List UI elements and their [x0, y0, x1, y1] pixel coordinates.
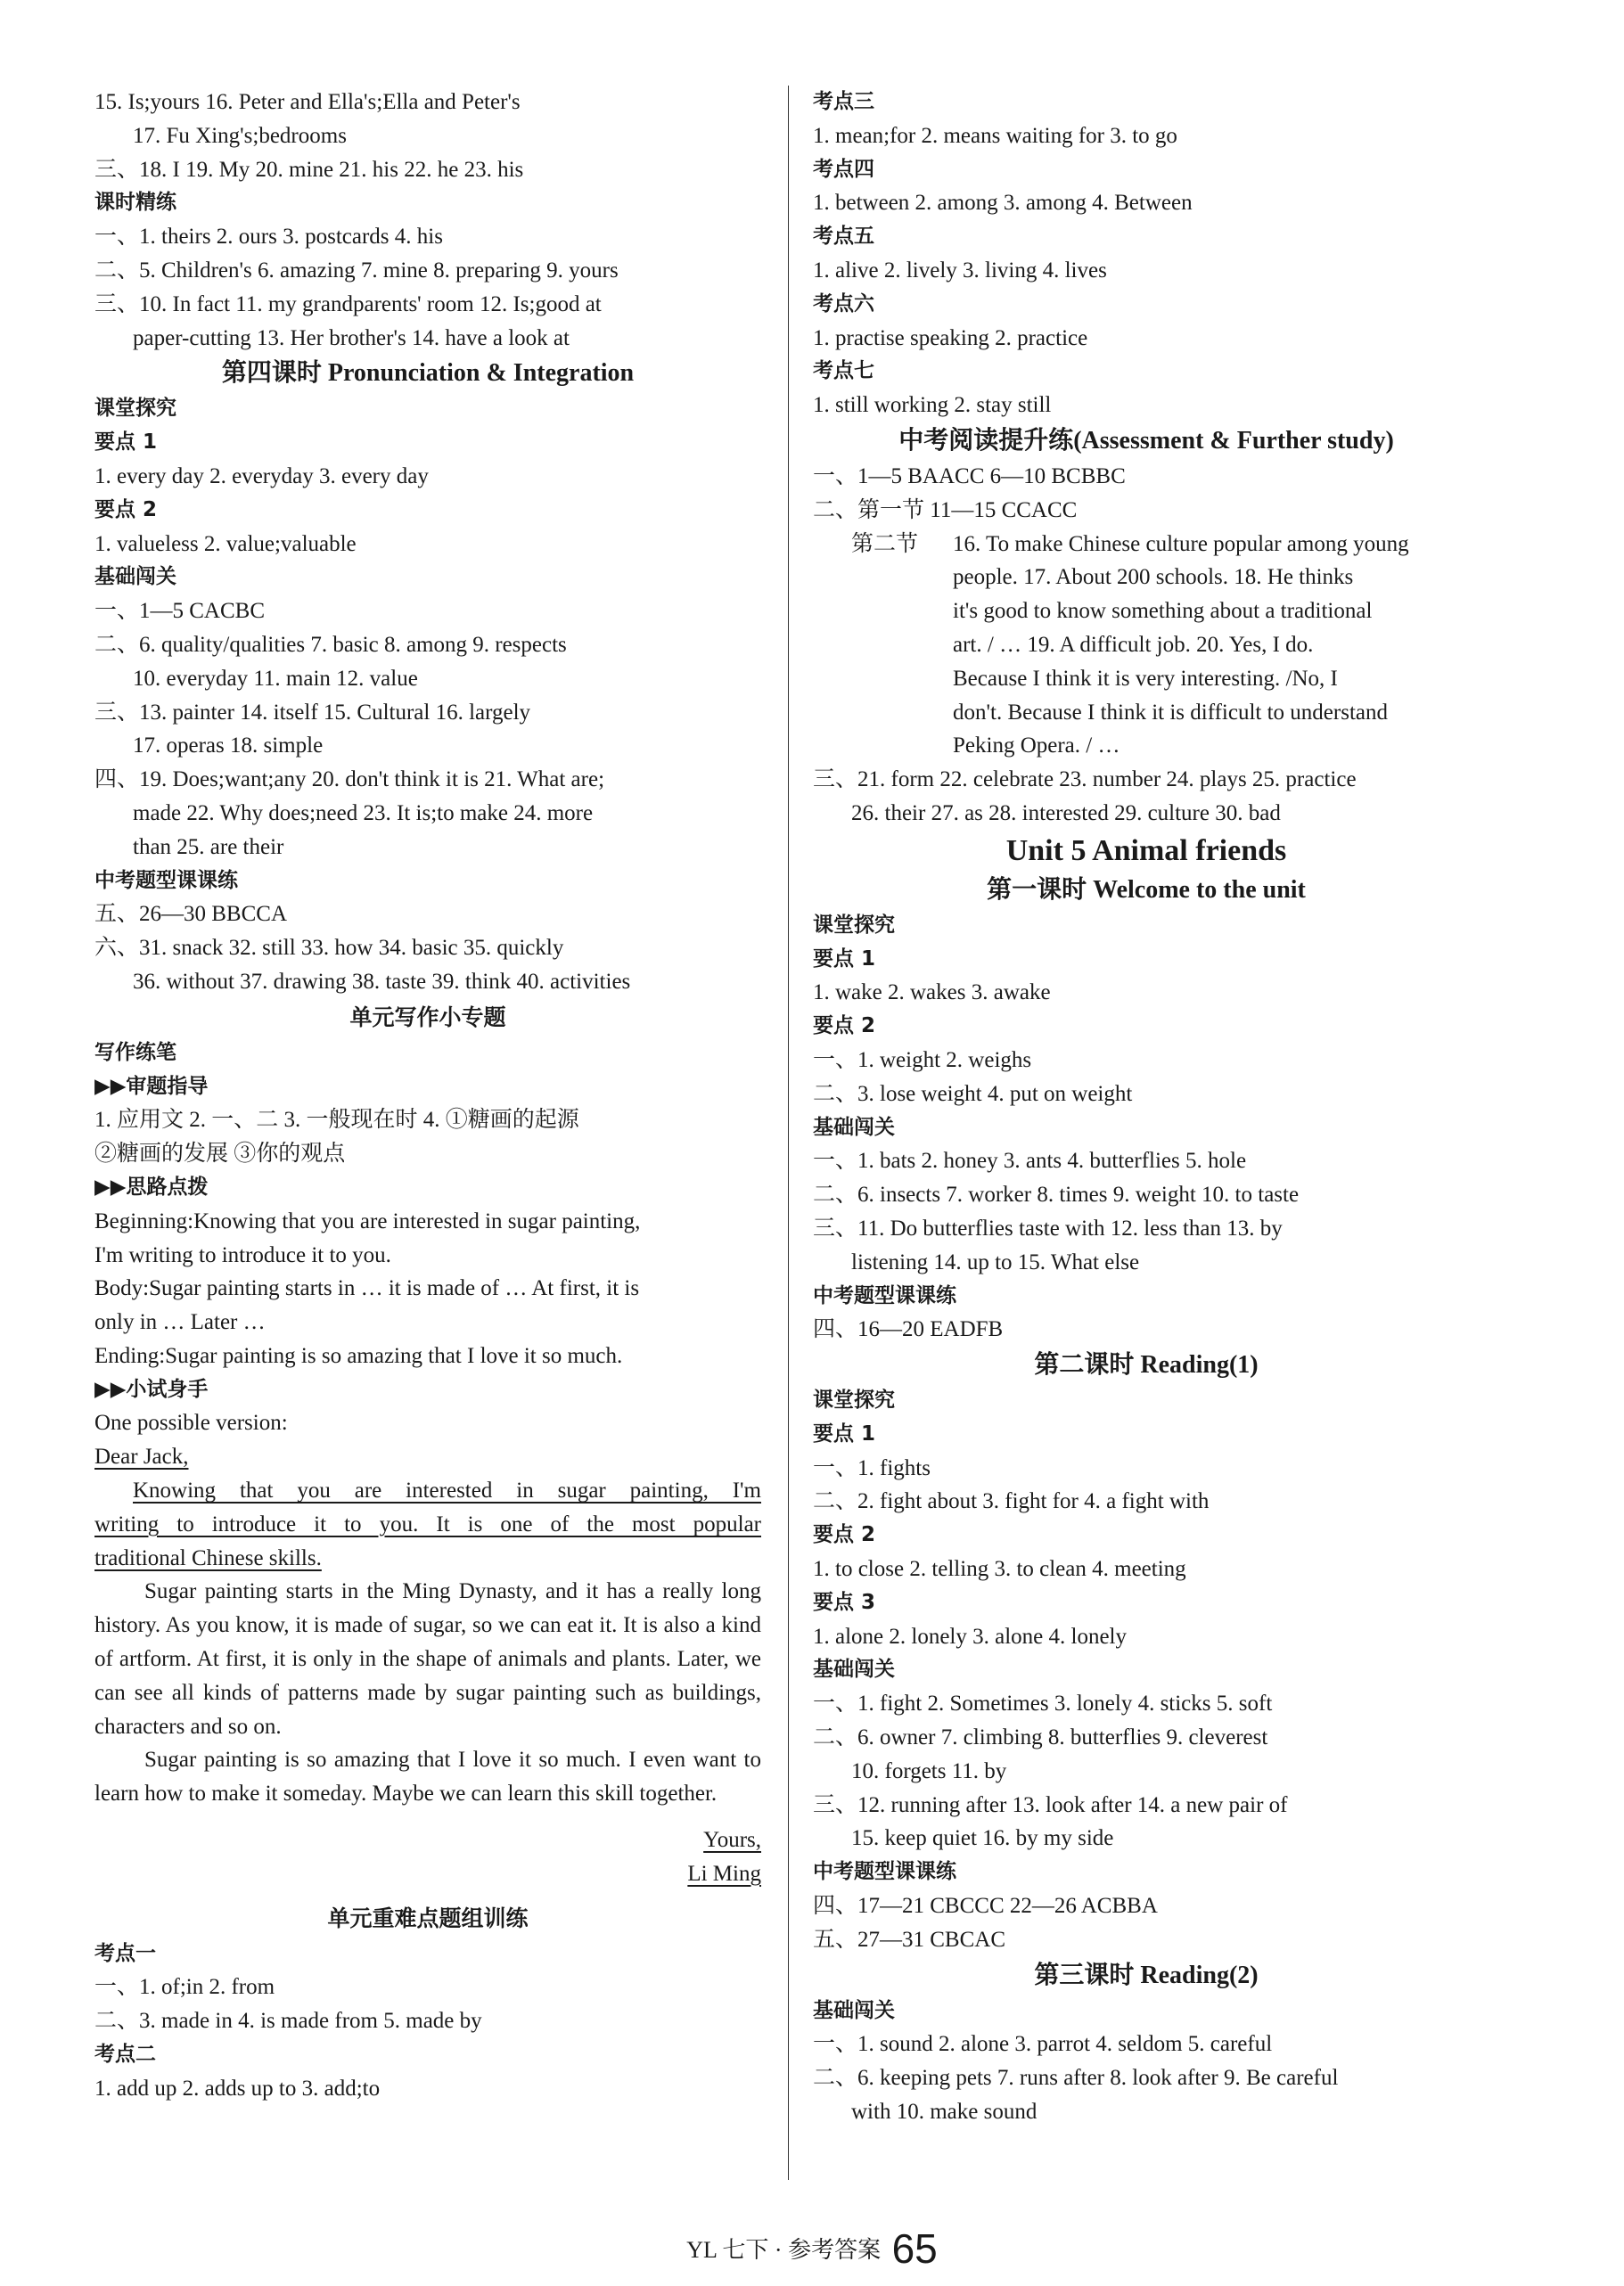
- section-label: 课时精练: [94, 191, 176, 215]
- point-label: 要点 1: [94, 430, 158, 455]
- answer-line: it's good to know something about a traditional: [953, 599, 1373, 624]
- answer-line: with 10. make sound: [851, 2100, 1038, 2125]
- exam-point-label: 考点五: [813, 225, 874, 249]
- answer-line: 三、11. Do butterflies taste with 12. less than 13. by: [813, 1216, 1283, 1241]
- answer-line: 10. everyday 11. main 12. value: [133, 666, 418, 691]
- answer-line: than 25. are their: [133, 834, 284, 859]
- answer-line: 一、1. theirs 2. ours 3. postcards 4. his: [94, 225, 443, 250]
- answer-line: 第二节 16. To make Chinese culture popular among young: [813, 528, 1480, 561]
- footer-label: YL 七下 · 参考答案: [686, 2237, 882, 2263]
- answer-line: Because I think it is very interesting. /No, I: [953, 666, 1338, 691]
- letter-greeting: [94, 1440, 761, 1474]
- answer-line: 三、12. running after 13. look after 14. a new pair of: [813, 1792, 1288, 1817]
- letter-paragraph-line: writing to introduce it to you. It is one of the most popular: [94, 1512, 761, 1536]
- column-divider: [788, 86, 789, 2180]
- letter-paragraph-line: traditional Chinese skills.: [94, 1545, 322, 1570]
- answer-line: 1. alive 2. lively 3. living 4. lives: [813, 258, 1107, 283]
- section-label: 中考题型课课练: [813, 1860, 956, 1884]
- section-label: 写作练笔: [94, 1040, 176, 1064]
- answer-line: 1. wake 2. wakes 3. awake: [813, 980, 1051, 1005]
- outline-line: I'm writing to introduce it to you.: [94, 1242, 391, 1267]
- section-label: 基础闯关: [813, 1998, 895, 2022]
- answer-line: 一、1—5 BAACC 6—10 BCBBC: [813, 463, 1126, 488]
- lesson-heading: 第四课时 Pronunciation & Integration: [221, 359, 635, 388]
- point-label: 要点 1: [813, 1422, 876, 1446]
- answer-line: 四、16—20 EADFB: [813, 1317, 1004, 1342]
- answer-line: 二、3. lose weight 4. put on weight: [813, 1081, 1133, 1106]
- letter-paragraph-line: Knowing that you are interested in sugar painting, I'm: [133, 1479, 761, 1504]
- answer-line: 二、第一节 11—15 CCACC: [813, 497, 1078, 522]
- outline-line: Ending:Sugar painting is so amazing that I love it so much.: [94, 1343, 623, 1368]
- answer-line: ②糖画的发展 ③你的观点: [94, 1142, 346, 1167]
- section-label: 中考题型课课练: [813, 1283, 956, 1307]
- answer-line: 二、2. fight about 3. fight for 4. a fight with: [813, 1489, 1210, 1514]
- section-label: 中考题型课课练: [94, 868, 238, 892]
- answer-line: 15. Is;yours 16. Peter and Ella's;Ella and Peter's: [94, 90, 521, 114]
- answer-line: paper-cutting 13. Her brother's 14. have a look at: [133, 325, 570, 350]
- subsection-label: ▶▶思路点拨: [94, 1175, 209, 1199]
- unit-drill-heading: 单元重难点题组训练: [327, 1905, 529, 1931]
- point-label: 要点 3: [813, 1590, 876, 1614]
- answer-line: 二、5. Children's 6. amazing 7. mine 8. preparing 9. yours: [94, 258, 619, 283]
- answer-line: 一、1. bats 2. honey 3. ants 4. butterflies 5. hole: [813, 1149, 1247, 1174]
- answer-line: 六、31. snack 32. still 33. how 34. basic 35. quickly: [94, 936, 564, 961]
- letter-paragraph: Sugar painting starts in the Ming Dynasty, and it has a really long history. As you know, it is made of sugar, so we can eat it. It is also a kind of artform. At first, it is only in the shape of animals and plants. Later, we can see all kinds of patterns made by sugar painting such as buildings, characters and so on.: [94, 1579, 761, 1739]
- left-column: [94, 86, 761, 2106]
- answer-line: 一、1. sound 2. alone 3. parrot 4. seldom 5. careful: [813, 2032, 1273, 2057]
- answer-line: 二、6. quality/qualities 7. basic 8. among 9. respects: [94, 632, 567, 657]
- answer-line: 1. add up 2. adds up to 3. add;to: [94, 2076, 381, 2101]
- lesson-heading: 第二课时 Reading(1): [1034, 1351, 1259, 1380]
- lesson-heading: 第一课时 Welcome to the unit: [987, 875, 1306, 904]
- answer-line: 四、17—21 CBCCC 22—26 ACBBA: [813, 1894, 1158, 1919]
- answer-line: 1. to close 2. telling 3. to clean 4. meeting: [813, 1557, 1186, 1582]
- answer-line: 五、26—30 BBCCA: [94, 902, 288, 927]
- answer-line: listening 14. up to 15. What else: [851, 1250, 1140, 1274]
- answer-line: 26. their 27. as 28. interested 29. culture 30. bad: [851, 800, 1281, 825]
- answer-line: 1. alone 2. lonely 3. alone 4. lonely: [813, 1624, 1128, 1649]
- section-label: 课堂探究: [94, 397, 176, 421]
- answer-line: 二、3. made in 4. is made from 5. made by: [94, 2009, 482, 2034]
- answer-line: 1. valueless 2. value;valuable: [94, 531, 357, 556]
- answer-line: 17. operas 18. simple: [133, 733, 324, 758]
- answer-line: 15. keep quiet 16. by my side: [851, 1826, 1114, 1851]
- answer-line: people. 17. About 200 schools. 18. He thinks: [953, 565, 1354, 590]
- unit-title: Unit 5 Animal friends: [1005, 833, 1287, 867]
- outline-line: only in … Later …: [94, 1310, 266, 1335]
- exam-point-label: 考点三: [813, 90, 874, 113]
- answer-line: 17. Fu Xing's;bedrooms: [133, 123, 347, 148]
- section-label: 课堂探究: [813, 913, 895, 937]
- answer-line: 10. forgets 11. by: [851, 1758, 1007, 1783]
- exam-point-label: 考点六: [813, 291, 874, 315]
- point-label: 要点 2: [813, 1523, 876, 1547]
- subsection-label: ▶▶审题指导: [94, 1074, 209, 1098]
- answer-line: 一、1. fight 2. Sometimes 3. lonely 4. sticks 5. soft: [813, 1692, 1273, 1717]
- answer-line: 一、1. of;in 2. from: [94, 1975, 275, 2000]
- answer-line: 36. without 37. drawing 38. taste 39. think 40. activities: [133, 969, 631, 994]
- answer-line: 五、27—31 CBCAC: [813, 1927, 1006, 1952]
- writing-topic-heading: 单元写作小专题: [349, 1004, 506, 1030]
- letter-greeting-text: Dear Jack,: [94, 1445, 189, 1470]
- answer-line: Peking Opera. / …: [953, 733, 1120, 758]
- answer-line: 三、13. painter 14. itself 15. Cultural 16. largely: [94, 700, 531, 725]
- exam-point-label: 考点四: [813, 157, 874, 181]
- page-footer: [0, 2225, 1624, 2273]
- answer-line: 三、10. In fact 11. my grandparents' room 12. Is;good at: [94, 291, 602, 316]
- answer-line: 1. every day 2. everyday 3. every day: [94, 463, 429, 488]
- part-label: 第二节: [851, 531, 919, 556]
- answer-line: made 22. Why does;need 23. It is;to make 24. more: [133, 800, 594, 825]
- answer-line: 二、6. keeping pets 7. runs after 8. look after 9. Be careful: [813, 2066, 1339, 2091]
- point-label: 要点 1: [813, 946, 876, 971]
- subsection-label: ▶▶小试身手: [94, 1377, 209, 1401]
- reading-practice-heading: 中考阅读提升练(Assessment & Further study): [898, 426, 1394, 455]
- answer-line: 1. between 2. among 3. among 4. Between: [813, 191, 1193, 216]
- section-label: 基础闯关: [813, 1115, 895, 1139]
- answer-line: art. / … 19. A difficult job. 20. Yes, I do.: [953, 632, 1314, 657]
- answer-line: don't. Because I think it is difficult to understand: [953, 700, 1388, 725]
- answer-line: 二、6. owner 7. climbing 8. butterflies 9. cleverest: [813, 1725, 1268, 1750]
- letter-paragraph: Sugar painting is so amazing that I love it so much. I even want to learn how to make it someday. Maybe we can learn this skill together.: [94, 1748, 761, 1807]
- outline-line: Body:Sugar painting starts in … it is made of … At first, it is: [94, 1276, 640, 1301]
- point-label: 要点 2: [813, 1014, 876, 1038]
- exam-point-label: 考点七: [813, 359, 874, 383]
- outline-line: Beginning:Knowing that you are interested in sugar painting,: [94, 1209, 641, 1233]
- answer-line: 一、1—5 CACBC: [94, 599, 266, 624]
- answer-line: 三、21. form 22. celebrate 23. number 24. plays 25. practice: [813, 767, 1357, 792]
- section-label: 基础闯关: [813, 1658, 895, 1682]
- answer-line: 1. 应用文 2. 一、二 3. 一般现在时 4. ①糖画的起源: [94, 1108, 579, 1133]
- section-label: 基础闯关: [94, 565, 176, 589]
- answer-line: 一、1. weight 2. weighs: [813, 1047, 1032, 1072]
- letter-signature: Li Ming: [687, 1861, 761, 1886]
- point-label: 要点 2: [94, 497, 158, 521]
- lesson-heading: 第三课时 Reading(2): [1034, 1961, 1259, 1989]
- section-label: 课堂探究: [813, 1389, 895, 1413]
- answer-line: 二、6. insects 7. worker 8. times 9. weight 10. to taste: [813, 1183, 1300, 1208]
- answer-line: 四、19. Does;want;any 20. don't think it is 21. What are;: [94, 767, 605, 792]
- answer-line: 1. mean;for 2. means waiting for 3. to go: [813, 123, 1177, 148]
- right-column: [813, 86, 1480, 2129]
- sample-intro: One possible version:: [94, 1411, 288, 1436]
- answer-line: 一、1. fights: [813, 1455, 931, 1480]
- letter-closing: Yours,: [703, 1828, 761, 1853]
- page-number: 65: [891, 2225, 938, 2272]
- exam-point-label: 考点二: [94, 2043, 156, 2067]
- answer-line: 1. practise speaking 2. practice: [813, 325, 1088, 350]
- answer-line: 1. still working 2. stay still: [813, 393, 1052, 418]
- exam-point-label: 考点一: [94, 1941, 156, 1965]
- answer-line: 三、18. I 19. My 20. mine 21. his 22. he 23. his: [94, 157, 524, 182]
